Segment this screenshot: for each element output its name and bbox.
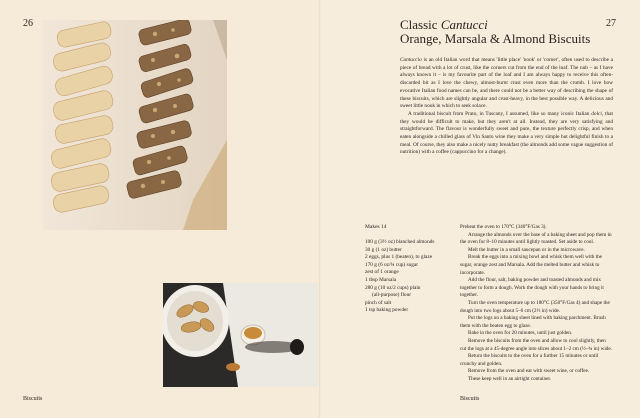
ingredients-list [365,239,460,315]
title-line-1 [400,18,610,32]
method-step: These keep well in an airtight container. [468,375,552,382]
recipe-yield: Makes 14 [365,224,387,230]
intro-first-word: Cantuccio [400,57,422,63]
recipe-introduction [400,57,613,157]
cantucci-photo-illustration [43,20,227,230]
ingredient-item: 2 eggs, plus 1 (beaten), to glaze [365,254,433,261]
method-step: Return the biscuits to the oven for a further 15 minutes or until crunchy and golden. [460,353,599,367]
method-step: Put the logs on a baking sheet lined with baking parchment. Brush them with the beaten egg to glaze. [460,315,606,329]
intro-p1-text: is an old Italian word that means 'little place' 'nook' or 'corner', often used to describe a piece of bread with a lot of crust, like the corners cut from the end of the loaf. The nub – as I have always known it – is my favourite part of the loaf and I am always happy to receive this often-discarded bit as I love the chewy, almost-burnt crust even more than the crumb. I love how evocative Italian food names can be, and there could not be a better way of describing the shape of these biscuits, which are slightly angular and crust-heavy, in the best possible way. A delicious and sweet little nook in which to seek solace. [400,57,613,110]
page-number-left: 26 [23,18,33,29]
intro-p2-start: A traditional biscuit from Prato, in Tuscany, I assumed, like so many iconic Italian [408,110,592,117]
intro-p2-italic: dolci [591,110,602,117]
method-step: Add the flour, salt, baking powder and toasted almonds and mix together to form a dough. Work the dough with your hands to bring it together. [460,277,604,299]
method-steps [460,224,612,383]
title-line-2: Orange, Marsala & Almond Biscuits [400,31,591,46]
method-step: Break the eggs into a mixing bowl and whisk them well with the sugar, orange zest and Marsala. Add the melted butter and whisk to incorporate. [460,254,602,276]
coffee-and-biscuits-photo [163,283,318,387]
running-footer-left: Biscuits [23,396,43,402]
method-step: Remove from the oven and eat with sweet wine, or coffee. [468,368,590,375]
method-step: Remove the biscuits from the oven and allow to cool slightly, then cut the logs at a 45-degree angle into slices about 1–2 cm (½–¾ in) wide. [460,337,612,352]
cantucci-photo [43,20,227,230]
method-step: Turn the oven temperature up to 180°C (350°F/Gas 4) and shape the dough into two logs about 5–6 cm (2½ in) wide. [460,299,610,314]
ingredient-item: 1 tbsp Marsala [365,276,397,283]
ingredient-item: 100 g (3½ oz) blanched almonds [365,239,435,245]
intro-p2-rest: , that they would be difficult to make, but they aren't at all. Instead, they are very satisfying and straightforward. The flavour is wonderfully sweet and pure, the texture perfectly crisp, and when eaten alongside a chilled glass of Vin Santo wine they make a very simple but delightful finish to a meal. Of course, they also make a nicely nutty breakfast (the almonds add some vague suggestion of nutrition) with a coffee (cappuccino for a change). [400,110,613,156]
intro-paragraph-1 [400,57,613,111]
ingredient-item: pinch of salt [365,299,392,306]
method-step: Bake in the oven for 20 minutes, until just golden. [468,330,573,337]
ingredient-item: 170 g (6 oz/¾ cup) sugar [365,261,418,268]
ingredient-item: 30 g (1 oz) butter [365,246,402,253]
ingredient-item: 280 g (10 oz/2 cups) plain [365,284,421,291]
page-gutter [319,0,321,418]
ingredient-item: zest of 1 orange [365,269,399,276]
intro-paragraph-2 [400,111,613,157]
page-number-right: 27 [606,18,616,29]
running-footer-right: Biscuits [460,396,480,402]
method-step: Preheat the oven to 170°C (340°F/Gas 3). [460,224,547,230]
ingredient-item: 1 tsp baking powder [365,307,409,314]
title-plain: Classic [400,17,441,32]
recipe-title [400,18,610,46]
method-step: Arrange the almonds over the base of a baking sheet and pop them in the oven for 8–10 minutes until lightly toasted. Set aside to cool. [460,231,612,246]
method-step: Melt the butter in a small saucepan or in the microwave. [468,246,585,253]
coffee-photo-illustration [163,283,318,387]
ingredient-item: (all-purpose) flour [372,292,411,299]
title-italic: Cantucci [440,17,488,32]
